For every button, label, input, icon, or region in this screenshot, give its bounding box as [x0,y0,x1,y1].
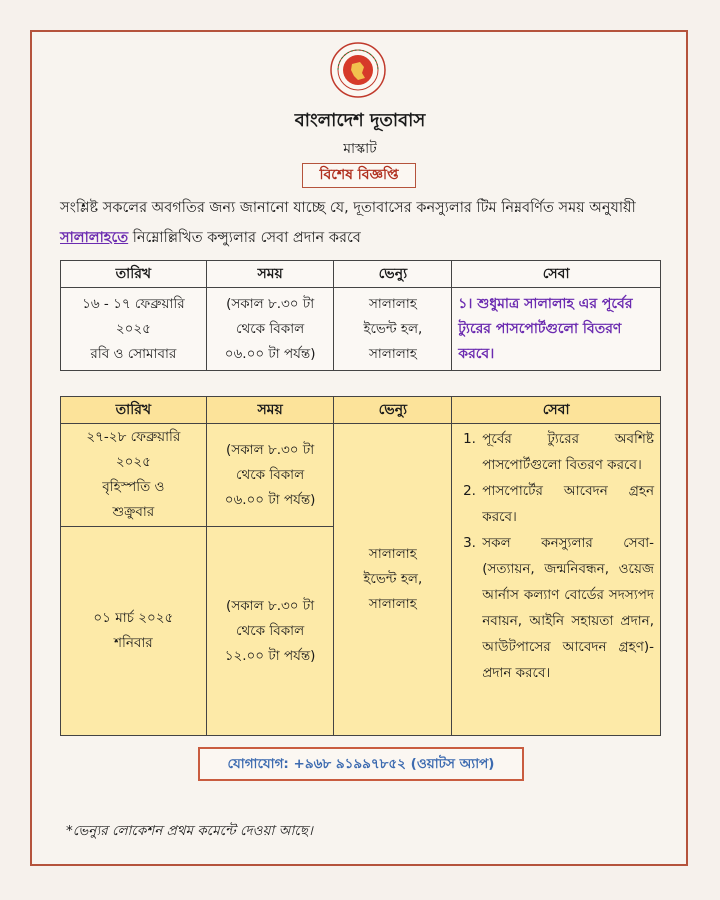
special-notice-label: বিশেষ বিজ্ঞপ্তি [302,163,416,188]
venue-line: সালালাহ [368,546,417,562]
page-subtitle: মাস্কাট [343,141,377,157]
date-line: শুক্রুবার [112,504,155,520]
header-service: সেবা [452,397,661,424]
time-line: ১২.০০ টা পর্যন্ত) [224,647,316,664]
table-header-row [61,261,661,288]
date-cell [61,424,207,527]
table-header-row [61,397,661,424]
intro-text-1: সংশ্লিষ্ট সকলের অবগতির জন্য জানানো যাচ্ছে যে, দূতাবাসের কনস্যুলার টিম নিম্নবর্ণিত সময় অনুযায়ী [60,200,636,216]
venue-cell [334,288,452,371]
government-seal-icon [330,42,386,98]
time-line: ০৬.০০ টা পর্যন্ত) [224,345,316,362]
header-date: তারিখ [61,397,207,424]
page-title: বাংলাদেশ দূতাবাস [294,110,426,131]
date-line: ২০২৫ [115,320,151,337]
contact-info: যোগাযোগ: +৯৬৮ ৯১৯৯৭৮৫২ (ওয়াটস অ্যাপ) [198,747,524,781]
venue-line: সালালাহ [368,345,417,362]
venue-line: সালালাহ [368,295,417,312]
venue-line: ইভেন্ট হল, [363,571,423,587]
date-line: শনিবার [113,635,153,651]
time-line: ০৬.০০ টা পর্যন্ত) [224,491,316,508]
list-item: 3. সকল কনস্যুলার সেবা- (সত্যায়ন, জন্মনিবন্ধন, ওয়েজ আর্নাস কল্যাণ বোর্ডের সদস্যপদ নবায়ন, আইনি সহায়তা প্রদান, আউটপাসের আবেদন গ্রহণ)- প্রদান করবে। [480,530,654,686]
header-time: সময় [206,261,334,288]
header-time: সময় [206,397,334,424]
time-line: থেকে বিকাল [235,466,305,483]
intro-highlight: সালালাহতে [60,230,129,246]
list-item: 1. পূর্বের ট্যুরের অবশিষ্ট পাসপোর্টগুলো বিতরণ করবে। [480,426,654,478]
time-line: থেকে বিকাল [236,320,305,337]
schedule-table-1 [60,260,661,371]
table-row [61,424,661,527]
time-line: থেকে বিকাল [235,622,305,639]
date-line: ০১ মার্চ ২০২৫ [93,610,174,626]
intro-paragraph [60,193,660,253]
header-service: সেবা [452,261,661,288]
date-cell [61,527,207,736]
header-venue: ভেন্যু [334,397,452,424]
list-item: 2. পাসপোর্টের আবেদন গ্রহন করবে। [480,478,654,530]
date-line: রবি ও সোমাবার [90,345,177,362]
header-date: তারিখ [61,261,207,288]
intro-text-2: নিম্নোল্লিখিত কন্স্যুলার সেবা প্রদান করবে [128,230,361,246]
date-line: ২৭-২৮ ফেব্রুয়ারি [86,429,181,445]
schedule-table-2 [60,396,661,736]
time-line: (সকাল ৮.৩০ টা [226,295,315,312]
footnote: *ভেন্যুর লোকেশন প্রথম কমেন্টে দেওয়া আছে। [66,823,313,839]
date-line: ১৬ - ১৭ ফেব্রুয়ারি [82,295,185,312]
time-line: (সকাল ৮.৩০ টা [226,597,315,614]
time-line: (সকাল ৮.৩০ টা [226,441,315,458]
venue-line: সালালাহ [368,596,417,612]
time-cell [206,424,334,527]
service-cell: ১। শুধুমাত্র সালালাহ এর পূর্বের ট্যুরের পাসপোর্টগুলো বিতরণ করবে। [452,288,661,371]
time-cell [206,527,334,736]
venue-cell [334,424,452,736]
time-cell [206,288,334,371]
venue-line: ইভেন্ট হল, [363,320,423,337]
table-row [61,288,661,371]
service-cell [452,424,661,736]
date-cell [61,288,207,371]
header-venue: ভেন্যু [334,261,452,288]
date-line: বৃহিস্পতি ও [102,479,165,495]
date-line: ২০২৫ [115,454,151,470]
service-list [458,426,654,686]
